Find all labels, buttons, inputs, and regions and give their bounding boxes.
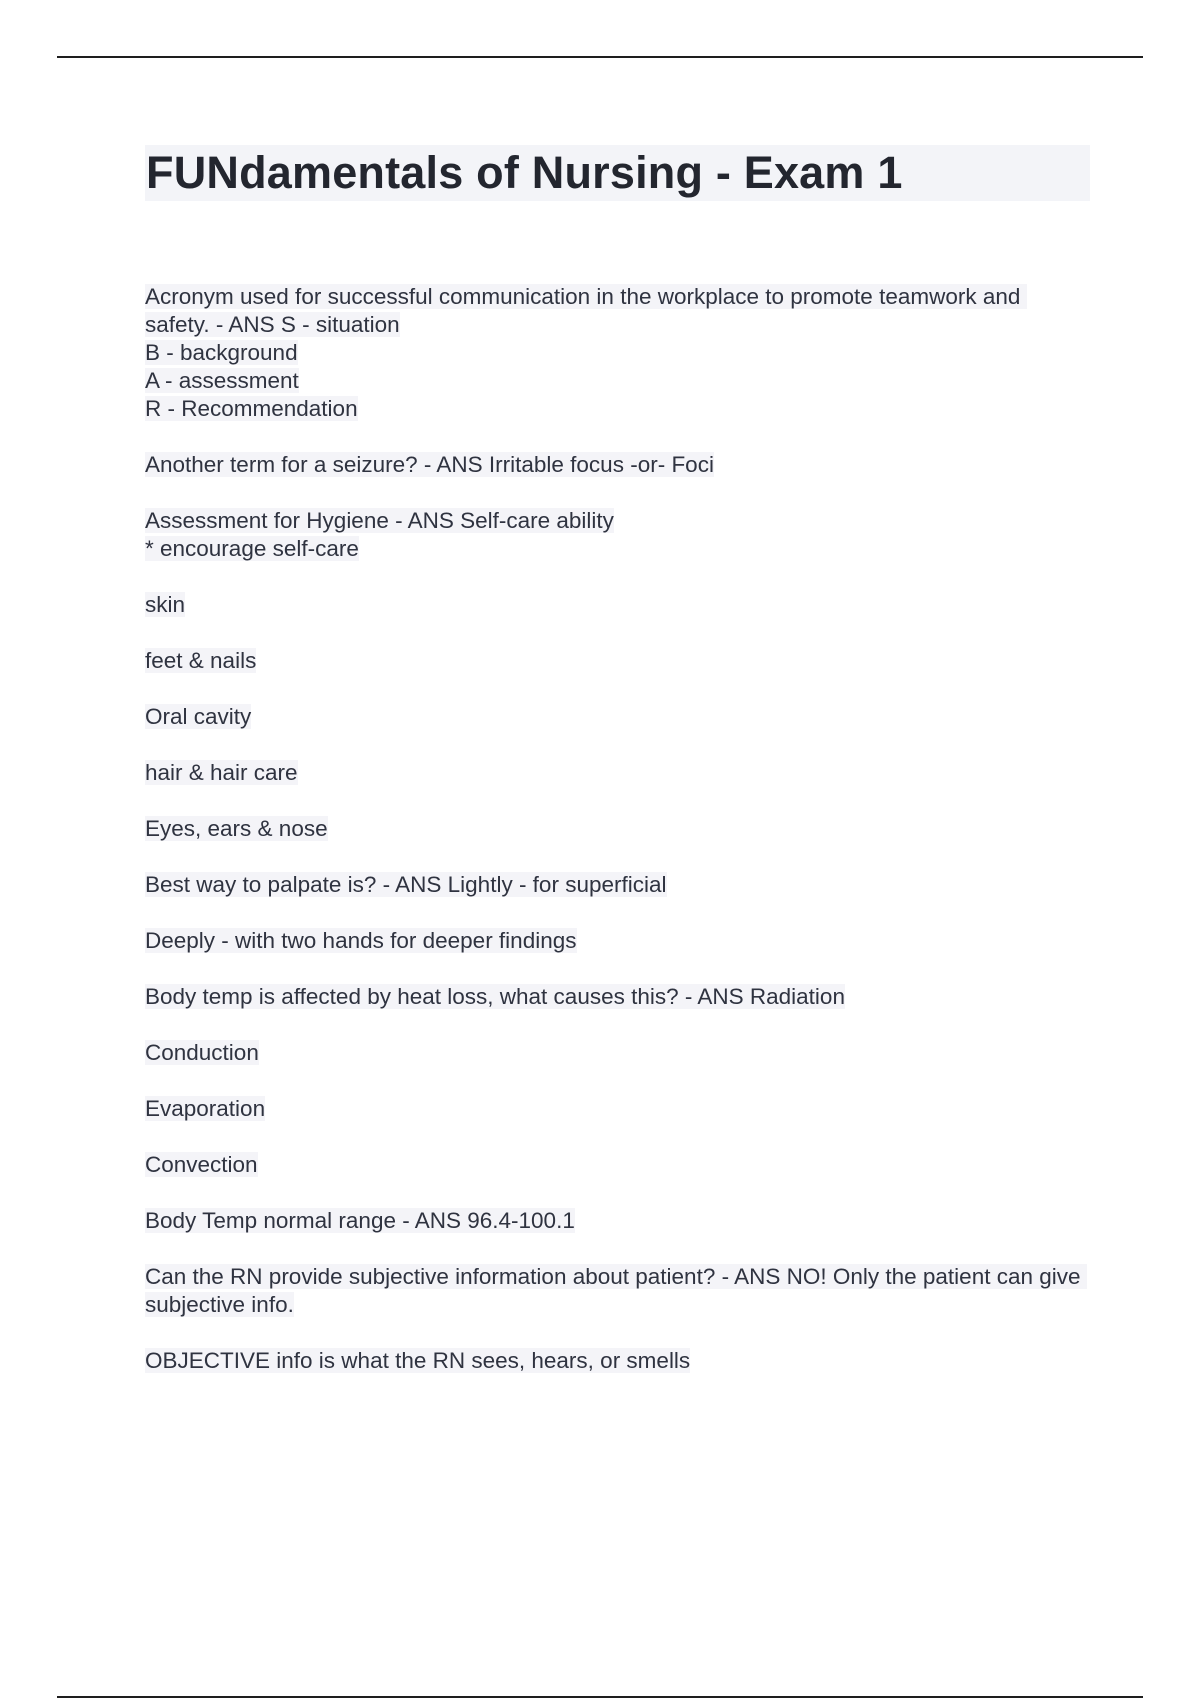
qa-paragraph <box>145 1151 1090 1179</box>
qa-paragraph <box>145 451 1090 479</box>
paragraph-line: hair & hair care <box>145 760 298 785</box>
top-rule <box>57 56 1143 58</box>
paragraph-line: feet & nails <box>145 648 257 673</box>
document-body <box>145 145 1090 1403</box>
paragraph-line: skin <box>145 592 186 617</box>
qa-paragraph <box>145 983 1090 1011</box>
paragraph-line: * encourage self-care <box>145 536 359 561</box>
qa-paragraph <box>145 507 1090 563</box>
paragraph-line: B - background <box>145 340 298 365</box>
qa-paragraph <box>145 283 1090 423</box>
qa-paragraph <box>145 647 1090 675</box>
document-title: FUNdamentals of Nursing - Exam 1 <box>145 145 1090 201</box>
paragraph-line: Acronym used for successful communication in the workplace to promote teamwork and safety. - ANS S - situation <box>145 284 1027 337</box>
paragraph-line: Body Temp normal range - ANS 96.4-100.1 <box>145 1208 575 1233</box>
qa-paragraph <box>145 759 1090 787</box>
qa-paragraph <box>145 815 1090 843</box>
paragraph-line: R - Recommendation <box>145 396 358 421</box>
qa-paragraph <box>145 703 1090 731</box>
paragraph-line: Eyes, ears & nose <box>145 816 328 841</box>
qa-paragraph <box>145 1039 1090 1067</box>
bottom-rule <box>57 1696 1143 1698</box>
qa-list <box>145 283 1090 1375</box>
qa-paragraph <box>145 591 1090 619</box>
qa-paragraph <box>145 927 1090 955</box>
paragraph-line: A - assessment <box>145 368 299 393</box>
qa-paragraph <box>145 1263 1090 1319</box>
paragraph-line: Another term for a seizure? - ANS Irritable focus -or- Foci <box>145 452 714 477</box>
qa-paragraph <box>145 871 1090 899</box>
paragraph-line: Body temp is affected by heat loss, what causes this? - ANS Radiation <box>145 984 845 1009</box>
paragraph-line: Best way to palpate is? - ANS Lightly - for superficial <box>145 872 667 897</box>
paragraph-line: Evaporation <box>145 1096 266 1121</box>
qa-paragraph <box>145 1207 1090 1235</box>
paragraph-line: Can the RN provide subjective information about patient? - ANS NO! Only the patient can give subjective info. <box>145 1264 1087 1317</box>
qa-paragraph <box>145 1095 1090 1123</box>
paragraph-line: Conduction <box>145 1040 259 1065</box>
paragraph-line: Convection <box>145 1152 258 1177</box>
qa-paragraph <box>145 1347 1090 1375</box>
paragraph-line: Oral cavity <box>145 704 252 729</box>
paragraph-line: Assessment for Hygiene - ANS Self-care ability <box>145 508 614 533</box>
paragraph-line: OBJECTIVE info is what the RN sees, hears, or smells <box>145 1348 691 1373</box>
paragraph-line: Deeply - with two hands for deeper findings <box>145 928 577 953</box>
